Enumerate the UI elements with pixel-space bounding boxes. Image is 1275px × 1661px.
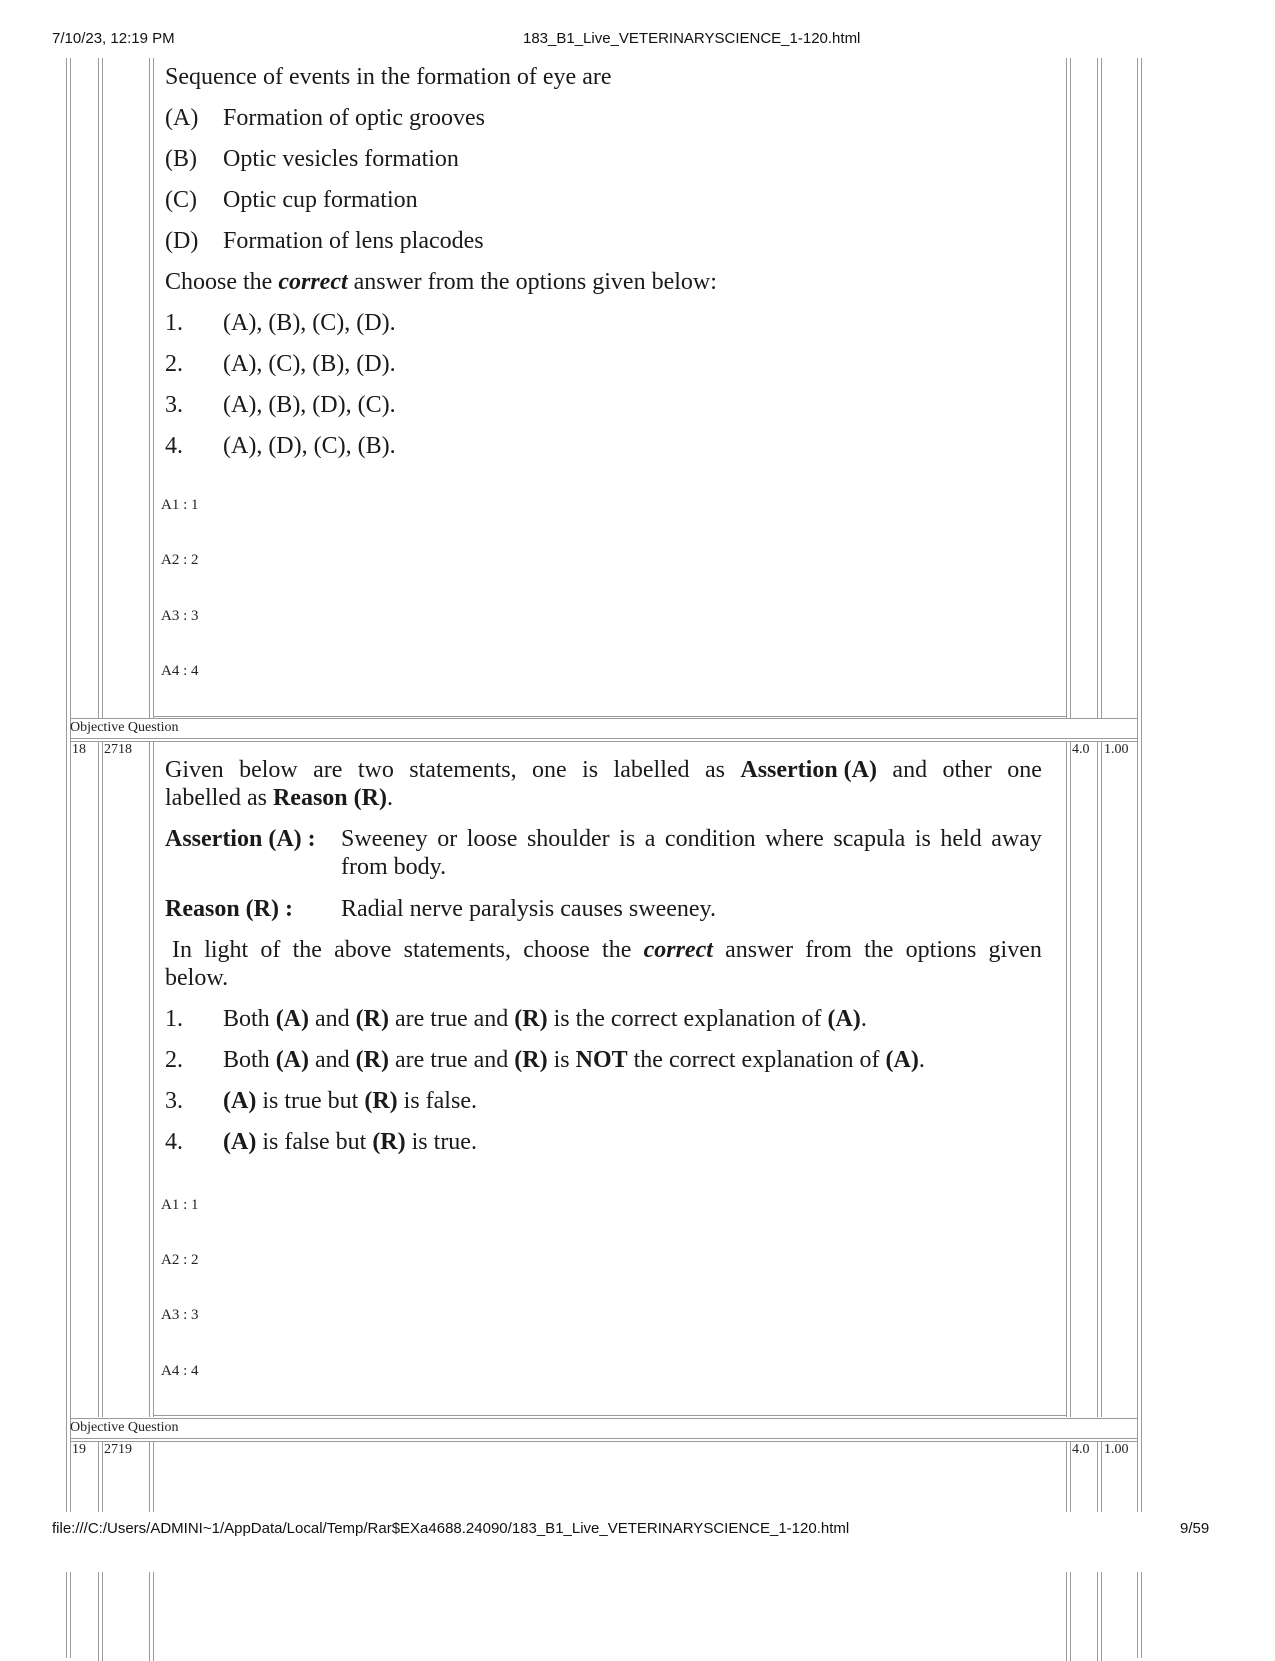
question-type-label: Objective Question (70, 1420, 179, 1435)
instruction-line-2: below. (165, 965, 229, 991)
answer-key: A3 : 3 (161, 608, 199, 624)
print-page-number: 9/59 (1180, 1520, 1210, 1537)
option-text: (A), (B), (D), (C). (223, 392, 396, 418)
question-serial: 19 (72, 1442, 86, 1457)
option-number: 1. (165, 310, 183, 336)
option-number: 2. (165, 351, 183, 377)
print-doc-title: 183_B1_Live_VETERINARYSCIENCE_1-120.html (523, 30, 861, 47)
item-label: (B) (165, 146, 197, 172)
question-stem: Sequence of events in the formation of eye are (165, 64, 612, 90)
option-text: (A), (C), (B), (D). (223, 351, 396, 377)
assertion-label: Assertion (A) : (165, 826, 316, 852)
option-text: Both (A) and (R) are true and (R) is the correct explanation of (A). (223, 1006, 867, 1032)
item-label: (D) (165, 228, 199, 254)
item-text: Optic vesicles formation (223, 146, 459, 172)
question-marks: 4.0 (1072, 742, 1090, 757)
option-number: 3. (165, 1088, 183, 1114)
choose-instruction: Choose the correct answer from the options given below: (165, 269, 717, 295)
option-text: (A), (D), (C), (B). (223, 433, 396, 459)
item-label: (A) (165, 105, 199, 131)
assertion-intro-line-1: Given below are two statements, one is labelled as Assertion (A) and other one (165, 757, 1042, 783)
option-text: (A) is true but (R) is false. (223, 1088, 477, 1114)
answer-key: A2 : 2 (161, 1252, 199, 1268)
print-datetime: 7/10/23, 12:19 PM (52, 30, 175, 47)
instruction-line-1: In light of the above statements, choose the correct answer from the options given (172, 937, 1042, 963)
option-number: 4. (165, 1129, 183, 1155)
option-text: (A) is false but (R) is true. (223, 1129, 477, 1155)
answer-key: A2 : 2 (161, 552, 199, 568)
assertion-intro-line-2: labelled as Reason (R). (165, 785, 393, 811)
option-number: 1. (165, 1006, 183, 1032)
answer-key: A4 : 4 (161, 663, 199, 679)
option-number: 3. (165, 392, 183, 418)
question-serial: 18 (72, 742, 86, 757)
option-text: Both (A) and (R) are true and (R) is NOT the correct explanation of (A). (223, 1047, 925, 1073)
question-type-label: Objective Question (70, 720, 179, 735)
item-text: Formation of lens placodes (223, 228, 484, 254)
answer-key: A1 : 1 (161, 497, 199, 513)
answer-key: A1 : 1 (161, 1197, 199, 1213)
assertion-text-cont: from body. (341, 854, 447, 880)
print-file-path: file:///C:/Users/ADMINI~1/AppData/Local/Temp/Rar$EXa4688.24090/183_B1_Live_VETERINARYSCIENCE_1-120.html (52, 1520, 850, 1537)
item-text: Formation of optic grooves (223, 105, 485, 131)
reason-label: Reason (R) : (165, 896, 293, 922)
question-id: 2719 (104, 1442, 132, 1457)
item-text: Optic cup formation (223, 187, 418, 213)
assertion-text: Sweeney or loose shoulder is a condition where scapula is held away (341, 826, 1042, 852)
item-label: (C) (165, 187, 197, 213)
answer-key: A4 : 4 (161, 1363, 199, 1379)
question-negative-marks: 1.00 (1104, 742, 1129, 757)
question-negative-marks: 1.00 (1104, 1442, 1129, 1457)
option-text: (A), (B), (C), (D). (223, 310, 396, 336)
option-number: 2. (165, 1047, 183, 1073)
option-number: 4. (165, 433, 183, 459)
question-marks: 4.0 (1072, 1442, 1090, 1457)
question-id: 2718 (104, 742, 132, 757)
reason-text: Radial nerve paralysis causes sweeney. (341, 896, 716, 922)
answer-key: A3 : 3 (161, 1307, 199, 1323)
